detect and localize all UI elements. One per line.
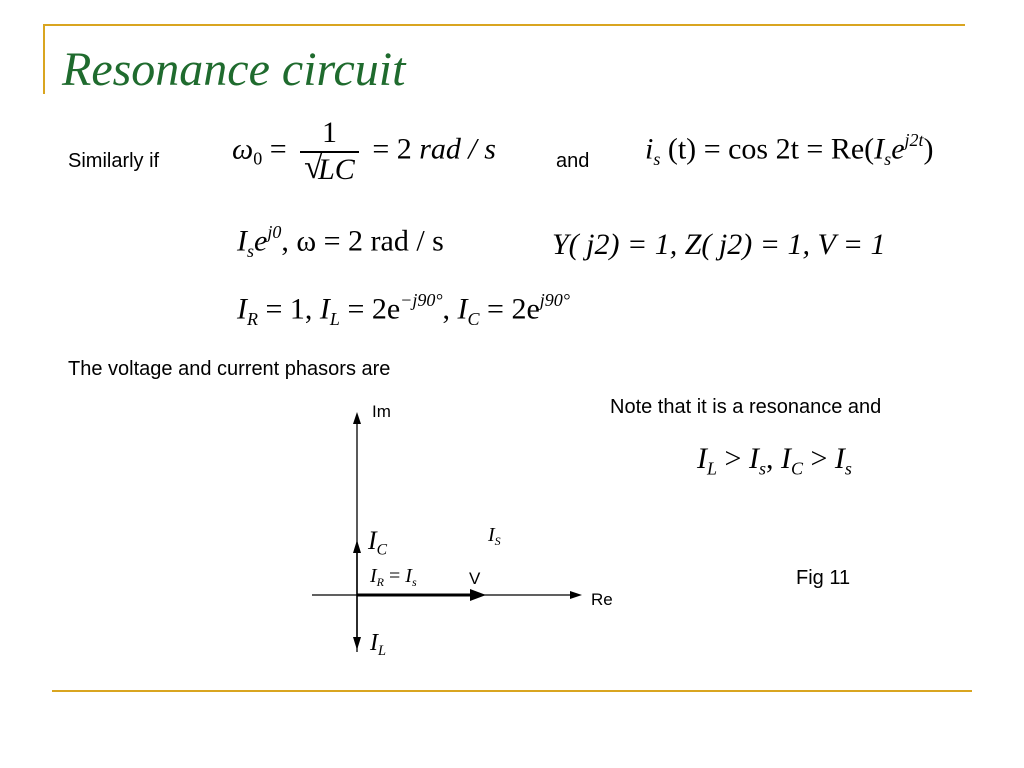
- similarly-if-text: Similarly if: [68, 150, 160, 172]
- fig-caption: Fig 11: [796, 567, 851, 589]
- phasor-diagram: [300, 400, 600, 670]
- is-phasor-equation: $I_se^{j0}$, ω = 2 rad / s: [237, 222, 444, 261]
- admittance-impedance-equation: Y( j2) = 1, Z( j2) = 1, V = 1: [552, 228, 886, 261]
- slide-title: Resonance circuit: [62, 43, 406, 96]
- is-label: $I_S$: [488, 524, 501, 549]
- ic-label: $I_C$: [368, 526, 388, 559]
- frame-bottom-line: [52, 690, 972, 692]
- omega0-equation: $\omega_0$ = 1 √ LC = 2 rad / s: [232, 116, 496, 186]
- im-axis-label: Im: [372, 402, 391, 421]
- phasors-intro-text: The voltage and current phasors are: [68, 358, 391, 380]
- re-axis-arrowhead: [570, 591, 582, 599]
- frame-top-line: [43, 24, 965, 26]
- re-axis-label: Re: [591, 590, 613, 609]
- inequality-equation: $I_L > I_s$, $I_C > I_s$: [697, 442, 852, 479]
- v-label: V: [469, 569, 481, 588]
- omega0-fraction: 1 √ LC: [300, 116, 359, 187]
- il-label: $I_L$: [370, 630, 387, 660]
- branch-currents-equation: $I_R = 1$, $I_L = 2e^{-j90^\circ}$, $I_C = 2e^{j90^\circ}$: [237, 290, 570, 329]
- is-t-equation: $i_s$ $(t) = \cos 2t = Re(I_se^{j2t})$: [645, 130, 934, 169]
- resonance-note-text: Note that it is a resonance and: [610, 396, 882, 418]
- ic-phasor-arrowhead: [353, 540, 361, 553]
- frame-left-line: [43, 24, 45, 94]
- and-text: and: [556, 150, 590, 172]
- im-axis-arrowhead: [353, 412, 361, 424]
- ir-phasor-arrowhead: [470, 589, 486, 601]
- ir-equals-is-label: $I_R = I_s$: [370, 565, 417, 590]
- il-phasor-arrowhead: [353, 637, 361, 650]
